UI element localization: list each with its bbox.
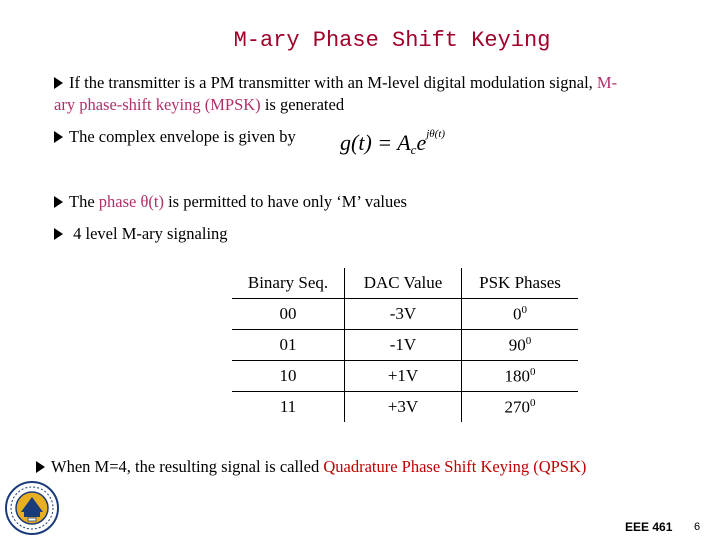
bullet-phase-highlight: phase θ(t): [98, 192, 164, 211]
arrow-bullet-icon: [36, 461, 45, 473]
cell-dac: +3V: [345, 392, 462, 423]
bullet-phase-tail: is permitted to have only ‘M’ values: [163, 192, 407, 211]
bullet-qpsk: [36, 456, 706, 478]
arrow-bullet-icon: [54, 131, 63, 143]
cell-seq: 00: [232, 299, 345, 330]
bullet-mpsk-highlight-1: M-: [596, 73, 618, 92]
bullet-mpsk-highlight-2: ary phase-shift keying (MPSK): [54, 95, 261, 114]
bullet-qpsk-text: When M=4, the resulting signal is called: [51, 457, 324, 476]
bullet-4level-text: 4 level M-ary signaling: [69, 224, 228, 243]
cell-phase: $180^0$: [462, 361, 579, 392]
slide-title: M-ary Phase Shift Keying: [233, 28, 551, 53]
arrow-bullet-icon: [54, 196, 63, 208]
bullet-qpsk-highlight: Quadrature Phase Shift Keying (QPSK): [323, 457, 587, 476]
bullet-4level: [54, 223, 228, 245]
table-row: [232, 330, 578, 361]
formula-exponent: jθ(t): [426, 128, 446, 140]
cell-dac: +1V: [345, 361, 462, 392]
psk-table: [232, 268, 578, 422]
cell-dac: -3V: [345, 299, 462, 330]
formula-subscript: c: [410, 142, 417, 157]
bullet-envelope-text: The complex envelope is given by: [69, 127, 296, 146]
cell-seq: 11: [232, 392, 345, 423]
header-dac-value: DAC Value: [345, 268, 462, 299]
bullet-mpsk-tail: is generated: [260, 95, 345, 114]
bullet-mpsk-text: If the transmitter is a PM transmitter with an M-level digital modulation signal,: [69, 73, 597, 92]
formula-lhs: g(t) = A: [340, 130, 411, 155]
header-binary-seq: Binary Seq.: [232, 268, 345, 299]
cell-phase: $270^0$: [462, 392, 579, 423]
bullet-phase-text: The: [69, 192, 99, 211]
page-number: 6: [694, 521, 701, 533]
cell-dac: -1V: [345, 330, 462, 361]
table-row: [232, 361, 578, 392]
cell-phase: $0^0$: [462, 299, 579, 330]
university-logo-icon: [4, 480, 60, 536]
bullet-mpsk: [54, 72, 694, 116]
bullet-envelope: [54, 126, 296, 148]
arrow-bullet-icon: [54, 77, 63, 89]
table-header-row: [232, 268, 578, 299]
cell-seq: 01: [232, 330, 345, 361]
table-row: [232, 299, 578, 330]
bullet-phase: [54, 191, 407, 213]
envelope-formula: [340, 128, 445, 158]
course-code: EEE 461: [625, 520, 673, 534]
table-row: [232, 392, 578, 423]
arrow-bullet-icon: [54, 228, 63, 240]
formula-base: e: [416, 130, 427, 155]
cell-seq: 10: [232, 361, 345, 392]
cell-phase: $90^0$: [462, 330, 579, 361]
header-psk-phases: PSK Phases: [462, 268, 579, 299]
